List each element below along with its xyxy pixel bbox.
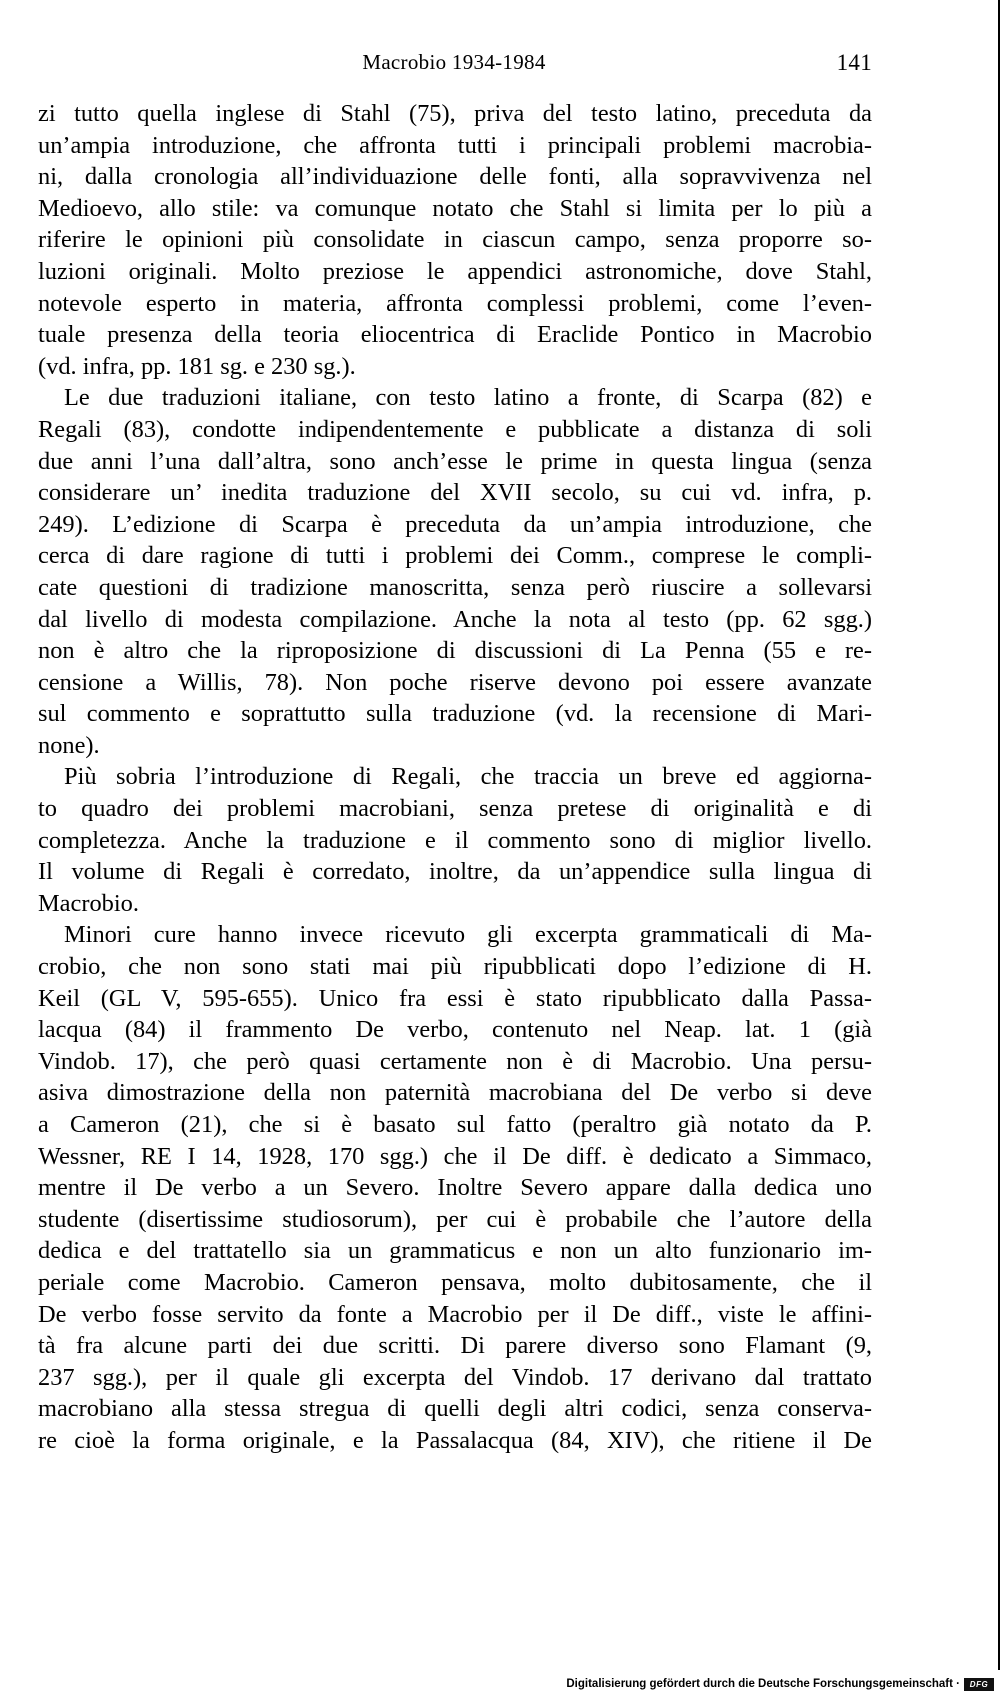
text-line: 237 sgg.), per il quale gli excerpta del Vindob. 17 derivano dal trattato xyxy=(38,1363,872,1391)
text-line: considerare un’ inedita traduzione del XVII secolo, su cui vd. infra, p. xyxy=(38,479,872,507)
footer-credit: Digitalisierung gefördert durch die Deutsche Forschungsgemeinschaft · xyxy=(566,1678,960,1690)
text-line: sul commento e soprattutto sulla traduzione (vd. la recensione di Mari- xyxy=(38,700,872,728)
text-line: periale come Macrobio. Cameron pensava, molto dubitosamente, che il xyxy=(38,1268,872,1296)
text-line: Minori cure hanno invece ricevuto gli excerpta grammaticali di Ma- xyxy=(64,921,872,949)
running-header xyxy=(36,50,872,84)
text-line: Regali (83), condotte indipendentemente e pubblicate a distanza di soli xyxy=(38,415,872,443)
digitization-footer xyxy=(0,1670,1000,1696)
text-line: luzioni originali. Molto preziose le appendici astronomiche, dove Stahl, xyxy=(38,257,872,285)
text-line: (vd. infra, pp. 181 sg. e 230 sg.). xyxy=(38,352,356,380)
text-line: to quadro dei problemi macrobiani, senza pretese di originalità e di xyxy=(38,795,872,823)
text-line: ni, dalla cronologia all’individuazione delle fonti, alla sopravvivenza nel xyxy=(38,163,872,191)
body-text xyxy=(38,98,872,1457)
text-line: notevole esperto in materia, affronta complessi problemi, come l’even- xyxy=(38,289,872,317)
text-line: Vindob. 17), che però quasi certamente non è di Macrobio. Una persu- xyxy=(38,1047,872,1075)
text-line: none). xyxy=(38,731,100,759)
text-line: 249). L’edizione di Scarpa è preceduta da un’ampia introduzione, che xyxy=(38,510,872,538)
page-number: 141 xyxy=(836,50,872,75)
text-line: zi tutto quella inglese di Stahl (75), priva del testo latino, preceduta da xyxy=(38,100,872,127)
text-line: un’ampia introduzione, che affronta tutti i principali problemi macrobia- xyxy=(38,131,872,159)
text-line: Le due traduzioni italiane, con testo latino a fronte, di Scarpa (82) e xyxy=(64,384,872,412)
text-line: Keil (GL V, 595-655). Unico fra essi è stato ripubblicato dalla Passa- xyxy=(38,984,872,1012)
text-line: Wessner, RE I 14, 1928, 170 sgg.) che il De diff. è dedicato a Simmaco, xyxy=(38,1142,872,1170)
text-line: mentre il De verbo a un Severo. Inoltre Severo appare dalla dedica uno xyxy=(38,1174,872,1202)
text-line: De verbo fosse servito da fonte a Macrobio per il De diff., viste le affini- xyxy=(38,1300,872,1328)
text-line: Medioevo, allo stile: va comunque notato che Stahl si limita per lo più a xyxy=(38,194,872,222)
text-line: censione a Willis, 78). Non poche riserve devono poi essere avanzate xyxy=(38,668,872,696)
text-line: due anni l’una dall’altra, sono anch’esse le prime in questa lingua (senza xyxy=(38,447,872,475)
text-line: non è altro che la riproposizione di discussioni di La Penna (55 e re- xyxy=(38,637,872,665)
text-line: a Cameron (21), che si è basato sul fatto (peraltro già notato da P. xyxy=(38,1111,872,1138)
text-line: riferire le opinioni più consolidate in ciascun campo, senza proporre so- xyxy=(38,226,872,254)
text-line: lacqua (84) il frammento De verbo, contenuto nel Neap. lat. 1 (già xyxy=(38,1016,872,1044)
text-line: studente (disertissime studiosorum), per cui è probabile che l’autore della xyxy=(38,1205,872,1233)
text-line: tà fra alcune parti dei due scritti. Di parere diverso sono Flamant (9, xyxy=(38,1332,872,1360)
text-line: dedica e del trattatello sia un grammaticus e non un alto funzionario im- xyxy=(38,1237,872,1265)
text-line: dal livello di modesta compilazione. Anche la nota al testo (pp. 62 sgg.) xyxy=(38,605,872,633)
text-line: Macrobio. xyxy=(38,889,139,917)
text-line: re cioè la forma originale, e la Passalacqua (84, XIV), che ritiene il De xyxy=(38,1426,872,1454)
text-line: cerca di dare ragione di tutti i problemi dei Comm., comprese le compli- xyxy=(38,542,872,570)
text-line: Più sobria l’introduzione di Regali, che traccia un breve ed aggiorna- xyxy=(64,763,872,791)
text-line: cate questioni di tradizione manoscritta, senza però riuscire a sollevarsi xyxy=(38,573,872,601)
text-line: tuale presenza della teoria eliocentrica di Eraclide Pontico in Macrobio xyxy=(38,321,872,349)
text-line: macrobiano alla stessa stregua di quelli degli altri codici, senza conserva- xyxy=(38,1395,872,1423)
text-line: crobio, che non sono stati mai più ripubblicati dopo l’edizione di H. xyxy=(38,953,872,981)
text-line: completezza. Anche la traduzione e il commento sono di miglior livello. xyxy=(38,826,872,854)
text-line: asiva dimostrazione della non paternità macrobiana del De verbo si deve xyxy=(38,1079,872,1107)
running-title: Macrobio 1934-1984 xyxy=(362,50,546,74)
dfg-logo: DFG xyxy=(964,1678,994,1691)
text-line: Il volume di Regali è corredato, inoltre, da un’appendice sulla lingua di xyxy=(38,858,872,886)
